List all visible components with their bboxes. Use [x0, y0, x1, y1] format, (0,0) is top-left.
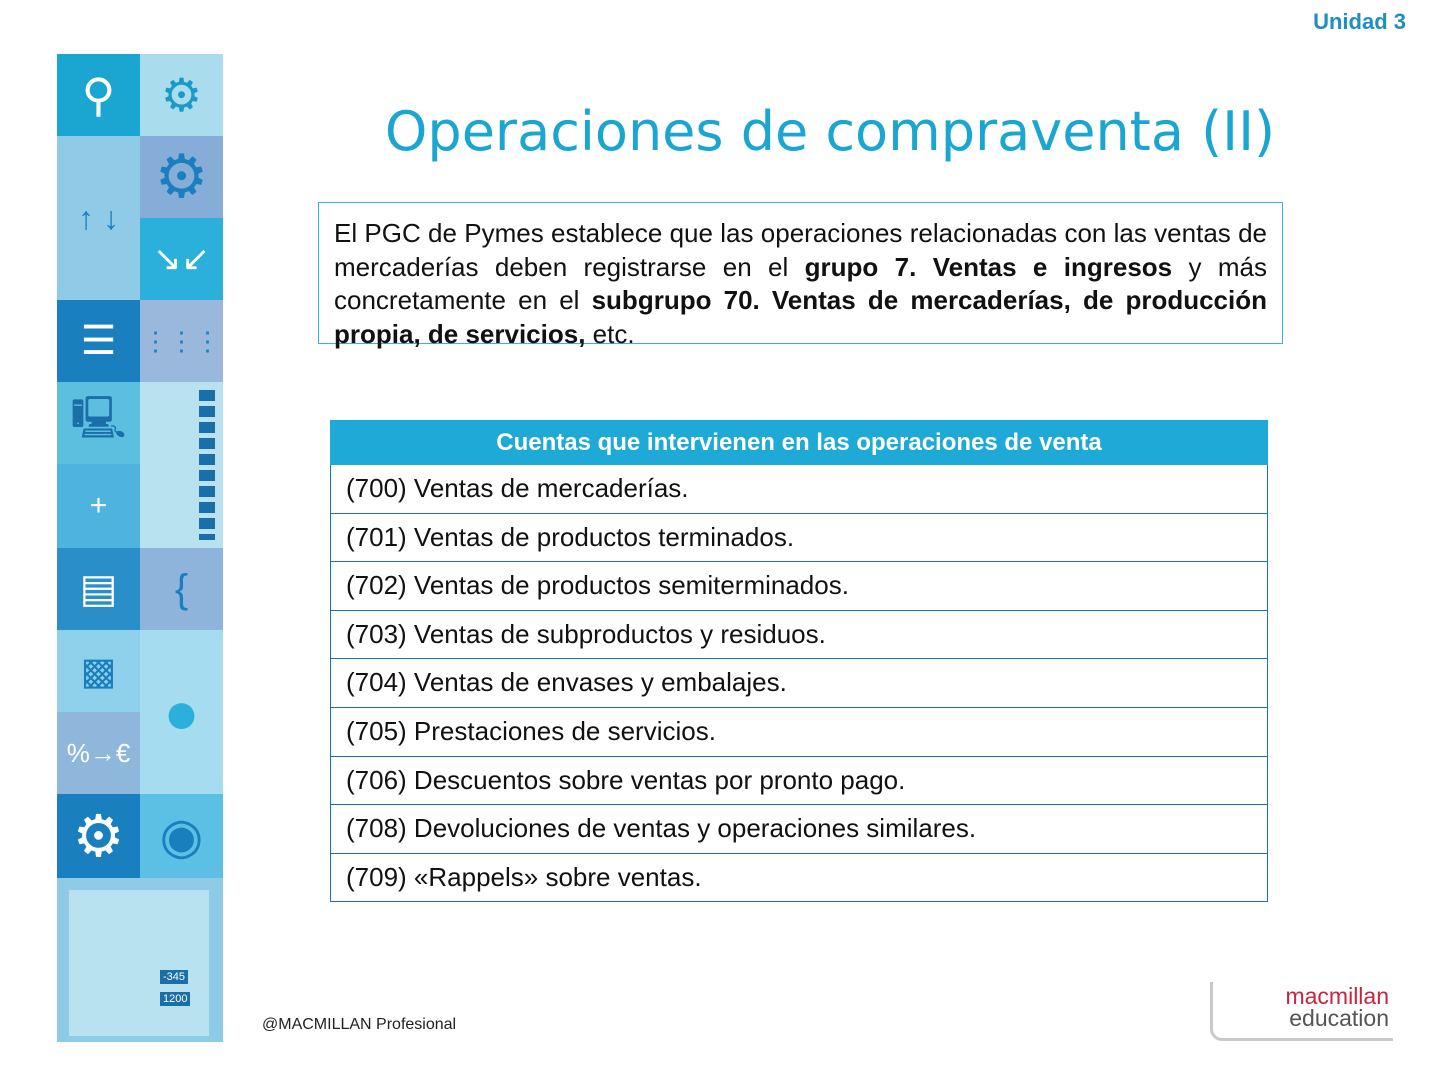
intro-text: y más concretamente en el — [334, 251, 1267, 315]
percent-euro-icon: %→€ — [57, 712, 140, 794]
intro-text: El PGC de Pymes establece que las operaciones relacionadas con las ventas de mercaderías deben registrarse en el — [334, 218, 1267, 282]
table-row: (701) Ventas de productos terminados. — [330, 514, 1268, 563]
table-row: (708) Devoluciones de ventas y operaciones similares. — [330, 805, 1268, 854]
table-row: (702) Ventas de productos semiterminados. — [330, 562, 1268, 611]
number-label: 1200 — [160, 992, 190, 1006]
intro-bold: subgrupo 70. Ventas de mercaderías, de producción propia, de servicios, — [334, 285, 1267, 349]
wrench-gear-icon: ⚙ — [57, 794, 140, 878]
slide-title: Operaciones de compraventa (II) — [384, 100, 1276, 163]
brackets-icon: { — [140, 548, 223, 630]
table-header: Cuentas que intervienen en las operaciones de venta — [330, 420, 1268, 465]
people-icon: ⋮⋮⋮ — [140, 300, 223, 382]
screen-icon: ▤ — [57, 548, 140, 630]
table-row: (706) Descuentos sobre ventas por pronto pago. — [330, 757, 1268, 806]
converging-arrows-icon: ↘↙ — [140, 218, 223, 300]
macmillan-logo — [1210, 982, 1393, 1041]
table-row: (700) Ventas de mercaderías. — [330, 465, 1268, 514]
unit-label: Unidad 3 — [1313, 9, 1406, 34]
presenter-icon: ☰ — [57, 300, 140, 382]
calculator-icon: + — [57, 464, 140, 548]
copyright-footer: @MACMILLAN Profesional — [262, 1016, 457, 1033]
table-row: (703) Ventas de subproductos y residuos. — [330, 611, 1268, 660]
gears-icon: ⚙ — [140, 54, 223, 136]
arrows-icon: ↑ ↓ — [57, 136, 140, 300]
magnifier-icon: ⚲ — [57, 54, 140, 136]
decorative-sidebar — [57, 54, 223, 1042]
table-row: (709) «Rappels» sobre ventas. — [330, 854, 1268, 903]
logo-line1: macmillan — [1285, 983, 1389, 1009]
book-icon: ▩ — [57, 630, 140, 712]
person-icon: ● — [140, 630, 223, 794]
document-icon — [57, 878, 223, 1042]
intro-box — [318, 202, 1283, 349]
intro-text: etc. — [585, 318, 635, 349]
intro-bold: grupo 7. Ventas e ingresos — [804, 251, 1173, 282]
number-label: -345 — [160, 970, 188, 984]
gear-plus-icon: ⚙ — [140, 136, 223, 218]
piggy-bank-icon: ◉ — [140, 794, 223, 878]
ledger-icon — [140, 382, 223, 548]
table-row: (705) Prestaciones de servicios. — [330, 708, 1268, 757]
logo-line2: education — [1289, 1005, 1389, 1031]
monitor-icon: 🖳 — [57, 382, 140, 464]
accounts-table — [330, 420, 1268, 902]
table-row: (704) Ventas de envases y embalajes. — [330, 659, 1268, 708]
